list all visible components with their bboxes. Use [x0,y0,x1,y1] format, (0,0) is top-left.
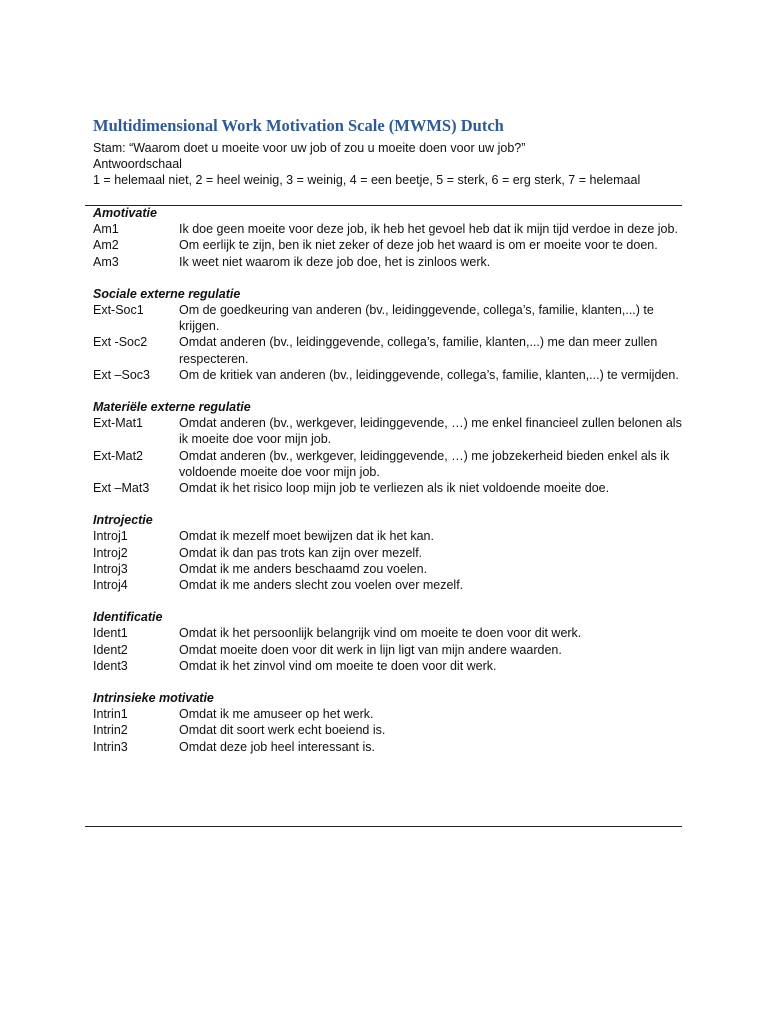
scale-label: Antwoordschaal [93,157,182,171]
list-item [93,545,683,561]
item-code: Ext –Mat3 [93,481,150,496]
item-text: Omdat ik het risico loop mijn job te verliezen als ik niet voldoende moeite doe. [179,481,610,496]
section [93,512,683,593]
item-text: Omdat moeite doen voor dit werk in lijn ligt van mijn andere waarden. [179,642,562,657]
stem-line: Stam: “Waarom doet u moeite voor uw job of zou u moeite doen voor uw job?” [93,141,526,155]
item-text: Omdat ik het zinvol vind om moeite te doen voor dit werk. [179,658,497,673]
item-list [93,205,683,755]
item-text: Omdat ik het persoonlijk belangrijk vind om moeite te doen voor dit werk. [179,626,582,641]
section-heading: Intrinsieke motivatie [93,691,214,706]
list-item [93,254,683,270]
item-code: Intrin3 [93,739,128,754]
item-code: Intrin1 [93,707,128,722]
section [93,286,683,383]
list-item [93,739,683,755]
section [93,399,683,496]
list-item [93,658,683,674]
list-item [93,415,683,447]
scale-line: 1 = helemaal niet, 2 = heel weinig, 3 = weinig, 4 = een beetje, 5 = sterk, 6 = erg sterk, 7 = helemaal [93,173,641,187]
list-item [93,722,683,738]
item-text: Om eerlijk te zijn, ben ik niet zeker of deze job het waard is om er moeite voor te doen. [179,238,658,253]
item-code: Ident2 [93,642,128,657]
section-heading: Sociale externe regulatie [93,286,241,301]
list-item [93,480,683,496]
list-item [93,334,683,366]
item-code: Introj4 [93,578,128,593]
intro-block [93,140,640,188]
item-text: Om de goedkeuring van anderen (bv., leidinggevende, collega’s, familie, klanten,...) te krijgen. [179,303,654,334]
item-code: Intrin2 [93,723,128,738]
list-item [93,577,683,593]
section [93,690,683,755]
item-text: Omdat ik mezelf moet bewijzen dat ik het kan. [179,529,434,544]
item-text: Omdat ik dan pas trots kan zijn over mezelf. [179,545,423,560]
item-code: Ident1 [93,626,128,641]
item-code: Introj1 [93,529,128,544]
section [93,609,683,674]
item-code: Am3 [93,254,119,269]
item-text: Omdat dit soort werk echt boeiend is. [179,723,386,738]
item-text: Om de kritiek van anderen (bv., leidinggevende, collega’s, familie, klanten,...) te vermijden. [179,367,679,382]
item-text: Omdat anderen (bv., werkgever, leidinggevende, …) me jobzekerheid bieden enkel als ik voldoende moeite doe voor mijn job. [179,448,670,479]
item-code: Ext-Soc1 [93,303,144,318]
item-text: Omdat anderen (bv., werkgever, leidinggevende, …) me enkel financieel zullen belonen als ik moeite doe voor mijn job. [179,416,682,447]
list-item [93,561,683,577]
list-item [93,221,683,237]
item-code: Introj3 [93,561,128,576]
item-text: Omdat anderen (bv., leidinggevende, collega’s, familie, klanten,...) me dan meer zullen respecteren. [179,335,658,366]
list-item [93,625,683,641]
item-text: Omdat deze job heel interessant is. [179,739,375,754]
item-text: Ik weet niet waarom ik deze job doe, het is zinloos werk. [179,254,491,269]
list-item [93,706,683,722]
section [93,205,683,270]
item-code: Ext -Soc2 [93,335,148,350]
item-text: Ik doe geen moeite voor deze job, ik heb het gevoel heb dat ik mijn tijd verdoe in deze job. [179,222,678,237]
item-text: Omdat ik me amuseer op het werk. [179,707,374,722]
item-code: Introj2 [93,545,128,560]
document-title: Multidimensional Work Motivation Scale (MWMS) Dutch [93,116,504,135]
item-code: Ident3 [93,658,128,673]
list-item [93,528,683,544]
item-code: Am2 [93,238,119,253]
list-item [93,448,683,480]
list-item [93,367,683,383]
bottom-divider [85,826,682,827]
section-heading: Introjectie [93,513,153,528]
list-item [93,237,683,253]
section-heading: Identificatie [93,610,163,625]
item-code: Ext –Soc3 [93,367,150,382]
list-item [93,642,683,658]
item-code: Ext-Mat1 [93,416,144,431]
item-code: Am1 [93,222,119,237]
item-text: Omdat ik me anders beschaamd zou voelen. [179,561,428,576]
list-item [93,302,683,334]
item-code: Ext-Mat2 [93,448,144,463]
item-text: Omdat ik me anders slecht zou voelen over mezelf. [179,578,464,593]
section-heading: Materiële externe regulatie [93,400,251,415]
section-heading: Amotivatie [93,206,157,220]
